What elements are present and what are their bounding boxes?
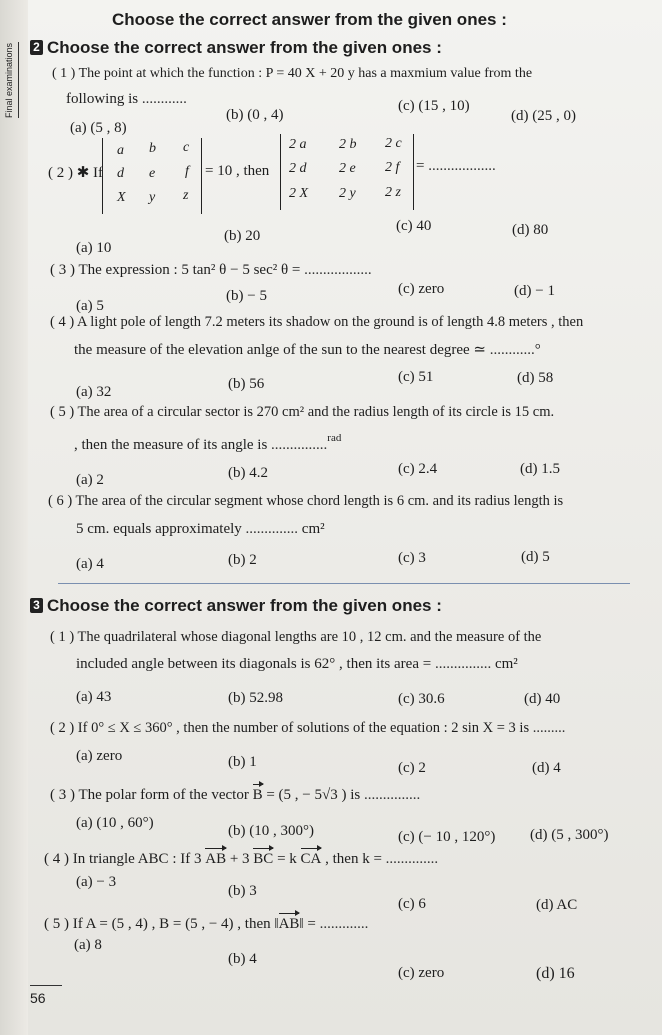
s3-q3-option-a[interactable]: (a) (10 , 60°) bbox=[76, 815, 154, 831]
determinant-1 bbox=[102, 138, 202, 214]
s2-q6-option-c[interactable]: (c) 3 bbox=[398, 550, 426, 566]
s2-q4-line2-text: the measure of the elevation anlge of the sun to the nearest degree ≃ bbox=[74, 342, 486, 358]
s2-q5-line2 bbox=[74, 432, 341, 454]
s2-q6-line2-text: 5 cm. equals approximately bbox=[76, 521, 242, 537]
s2-q1-option-b[interactable]: (b) (0 , 4) bbox=[226, 107, 284, 123]
s3-q4-option-d[interactable] bbox=[536, 897, 577, 914]
s3-q5-option-a[interactable]: (a) 8 bbox=[74, 937, 102, 953]
s2-q6-unit: cm² bbox=[301, 521, 325, 537]
answer-blank: .................. bbox=[304, 262, 372, 278]
answer-blank: ............. bbox=[319, 916, 369, 932]
page-number-rule bbox=[30, 985, 62, 986]
det2-cell: 2 b bbox=[339, 137, 357, 152]
s3-q1-line2-text: included angle between its diagonals is 62° , then its area = bbox=[76, 656, 432, 672]
s3-q5-option-d[interactable]: (d) 16 bbox=[536, 965, 575, 982]
page-edge bbox=[0, 0, 28, 1035]
s3-q2-option-a[interactable]: (a) zero bbox=[76, 748, 123, 764]
s2-q6-option-a[interactable]: (a) 4 bbox=[76, 556, 104, 572]
answer-blank: .............. bbox=[245, 521, 299, 537]
s2-q6-option-d[interactable]: (d) 5 bbox=[521, 549, 550, 565]
s2-q1-option-d[interactable]: (d) (25 , 0) bbox=[511, 108, 576, 124]
s2-q2-option-a[interactable]: (a) 10 bbox=[76, 240, 112, 256]
det1-cell: b bbox=[149, 141, 156, 156]
s2-q2-label: ( 2 ) ✱ If bbox=[48, 165, 104, 181]
s2-q5-option-b[interactable]: (b) 4.2 bbox=[228, 465, 268, 481]
s3-q2-option-b[interactable]: (b) 1 bbox=[228, 754, 257, 770]
section-2-number: 2 bbox=[30, 40, 43, 55]
vector-ab: AB bbox=[205, 851, 227, 867]
header-title: Choose the correct answer from the given ones : bbox=[112, 10, 507, 29]
det1-cell: d bbox=[117, 166, 124, 181]
s3-q1-option-d[interactable]: (d) 40 bbox=[524, 691, 561, 707]
s2-q3-text: ( 3 ) The expression : 5 tan² θ − 5 sec² θ = bbox=[50, 262, 301, 278]
section-divider bbox=[58, 583, 630, 584]
answer-blank: ............... bbox=[434, 656, 492, 672]
s3-q4-text-b: , then k = bbox=[325, 851, 382, 867]
vector-ab-norm: AB bbox=[278, 916, 300, 932]
s2-q3-option-d[interactable]: (d) − 1 bbox=[514, 283, 555, 299]
s3-q4-option-a[interactable]: (a) − 3 bbox=[76, 874, 117, 890]
det1-cell: f bbox=[185, 164, 189, 179]
s2-q2-option-b[interactable]: (b) 20 bbox=[224, 228, 261, 244]
det1-cell: X bbox=[117, 190, 126, 205]
s2-q5-option-a[interactable]: (a) 2 bbox=[76, 472, 104, 488]
det2-cell: 2 X bbox=[289, 186, 309, 201]
s3-q5-text-a: ( 5 ) If A = (5 , 4) , B = (5 , − 4) , then ‖ bbox=[44, 916, 279, 932]
s2-q6: ( 6 ) The area of the circular segment whose chord length is 6 cm. and its radius length is bbox=[48, 493, 564, 509]
s2-q2-option-d[interactable]: (d) 80 bbox=[512, 222, 549, 238]
s3-q3-text-a: ( 3 ) The polar form of the vector bbox=[50, 787, 249, 803]
s3-q3-option-c[interactable]: (c) (− 10 , 120°) bbox=[398, 829, 496, 845]
s3-q2 bbox=[50, 720, 565, 737]
s3-q5-option-c[interactable]: (c) zero bbox=[398, 965, 445, 981]
s2-q3-option-a[interactable]: (a) 5 bbox=[76, 298, 104, 314]
s3-q3-text-b: = (5 , − 5√3 ) is bbox=[266, 787, 361, 803]
s3-q5 bbox=[44, 916, 368, 933]
s3-q1-option-a[interactable]: (a) 43 bbox=[76, 689, 112, 705]
det2-cell: 2 z bbox=[385, 185, 401, 200]
s3-q2-option-d[interactable]: (d) 4 bbox=[532, 760, 561, 776]
det2-cell: 2 d bbox=[289, 161, 307, 176]
s2-q4-unit: ° bbox=[534, 342, 541, 358]
answer-blank: ............... bbox=[364, 787, 421, 803]
s2-q2-option-c[interactable]: (c) 40 bbox=[396, 218, 432, 234]
s3-q4-text-a: ( 4 ) In triangle ABC : If 3 bbox=[44, 851, 202, 867]
det2-cell: 2 c bbox=[385, 136, 402, 151]
s3-q4-plus: + 3 bbox=[229, 851, 250, 867]
s3-q4 bbox=[44, 851, 438, 868]
s3-q4-option-d-text: (d) AC bbox=[536, 897, 578, 913]
s2-q1-option-c[interactable]: (c) (15 , 10) bbox=[398, 98, 470, 114]
s2-q1-option-a[interactable]: (a) (5 , 8) bbox=[70, 120, 127, 136]
section-3-title bbox=[30, 596, 442, 616]
answer-blank: .............. bbox=[385, 851, 439, 867]
det2-cell: 2 e bbox=[339, 161, 356, 176]
s2-q3 bbox=[50, 262, 372, 279]
s2-q1-line2 bbox=[66, 91, 187, 108]
s2-q3-option-c[interactable]: (c) zero bbox=[398, 281, 445, 297]
s2-q4-line2 bbox=[74, 340, 541, 359]
s3-q5-text-b: ‖ = bbox=[299, 916, 316, 932]
s3-q1-unit: cm² bbox=[494, 656, 518, 672]
page-number: 56 bbox=[30, 990, 46, 1006]
answer-blank: ............ bbox=[141, 91, 187, 107]
s2-q3-option-b[interactable]: (b) − 5 bbox=[226, 288, 267, 304]
s2-q5-option-c[interactable]: (c) 2.4 bbox=[398, 461, 438, 477]
s3-q1-line2 bbox=[76, 656, 518, 673]
det1-cell: a bbox=[117, 143, 124, 158]
s3-q1-option-b[interactable]: (b) 52.98 bbox=[228, 690, 283, 706]
s3-q1: ( 1 ) The quadrilateral whose diagonal lengths are 10 , 12 cm. and the measure of the bbox=[50, 629, 542, 645]
side-tab bbox=[2, 42, 19, 118]
s2-q5-unit: rad bbox=[327, 432, 342, 444]
answer-blank: ............ bbox=[489, 342, 535, 358]
answer-blank: .................. bbox=[428, 158, 496, 174]
s2-q1: ( 1 ) The point at which the function : P = 40 X + 20 y has a maxmium value from the bbox=[52, 66, 533, 81]
s3-q2-option-c[interactable]: (c) 2 bbox=[398, 760, 426, 776]
det1-cell: c bbox=[183, 140, 190, 155]
s2-q4-option-a[interactable]: (a) 32 bbox=[76, 384, 112, 400]
s3-q3-option-d[interactable]: (d) (5 , 300°) bbox=[530, 827, 609, 843]
s2-q4: ( 4 ) A light pole of length 7.2 meters its shadow on the ground is of length 4.8 meters , then bbox=[50, 314, 584, 330]
s2-q5-option-d[interactable]: (d) 1.5 bbox=[520, 461, 560, 477]
s2-q2-end-text: = bbox=[416, 158, 425, 174]
det2-cell: 2 a bbox=[289, 137, 307, 152]
s3-q2-text: ( 2 ) If 0° ≤ X ≤ 360° , then the number of solutions of the equation : 2 sin X = 3 is bbox=[50, 720, 530, 736]
det1-cell: e bbox=[149, 166, 156, 181]
side-tab-label: Final examinations bbox=[4, 42, 15, 118]
det2-cell: 2 f bbox=[385, 160, 400, 175]
s2-q6-line2 bbox=[76, 521, 325, 538]
det1-cell: y bbox=[149, 190, 156, 205]
s3-q3-option-b[interactable]: (b) (10 , 300°) bbox=[228, 823, 314, 839]
s2-q4-option-b[interactable]: (b) 56 bbox=[228, 376, 265, 392]
s2-q4-option-d[interactable]: (d) 58 bbox=[517, 370, 554, 386]
s2-q1-line2-text: following is bbox=[66, 91, 139, 107]
s3-q3 bbox=[50, 787, 420, 804]
vector-ca: CA bbox=[300, 851, 322, 867]
s3-q1-option-c[interactable]: (c) 30.6 bbox=[398, 691, 445, 707]
s2-q2-mid: = 10 , then bbox=[205, 163, 270, 179]
answer-blank: ............... bbox=[271, 437, 328, 453]
s3-q4-option-c[interactable]: (c) 6 bbox=[398, 896, 426, 912]
s2-q2-end bbox=[416, 158, 496, 175]
s2-q5-line2-text: , then the measure of its angle is bbox=[74, 437, 268, 453]
section-2-title bbox=[30, 38, 442, 58]
section-3-title-text: Choose the correct answer from the given ones : bbox=[47, 596, 442, 615]
determinant-2 bbox=[280, 134, 414, 210]
section-2-title-text: Choose the correct answer from the given ones : bbox=[47, 38, 442, 57]
s3-q4-eq: = k bbox=[277, 851, 297, 867]
det2-cell: 2 y bbox=[339, 186, 356, 201]
s3-q5-option-b[interactable]: (b) 4 bbox=[228, 951, 257, 967]
det1-cell: z bbox=[183, 188, 189, 203]
vector-bc: BC bbox=[253, 851, 274, 867]
s2-q6-option-b[interactable]: (b) 2 bbox=[228, 552, 257, 568]
section-3-number: 3 bbox=[30, 598, 43, 613]
s3-q4-option-b[interactable]: (b) 3 bbox=[228, 883, 257, 899]
answer-blank: ......... bbox=[532, 720, 566, 736]
vector-b: B bbox=[252, 787, 263, 803]
s2-q4-option-c[interactable]: (c) 51 bbox=[398, 369, 434, 385]
s2-q5: ( 5 ) The area of a circular sector is 270 cm² and the radius length of its circle is 15 cm. bbox=[50, 404, 555, 420]
